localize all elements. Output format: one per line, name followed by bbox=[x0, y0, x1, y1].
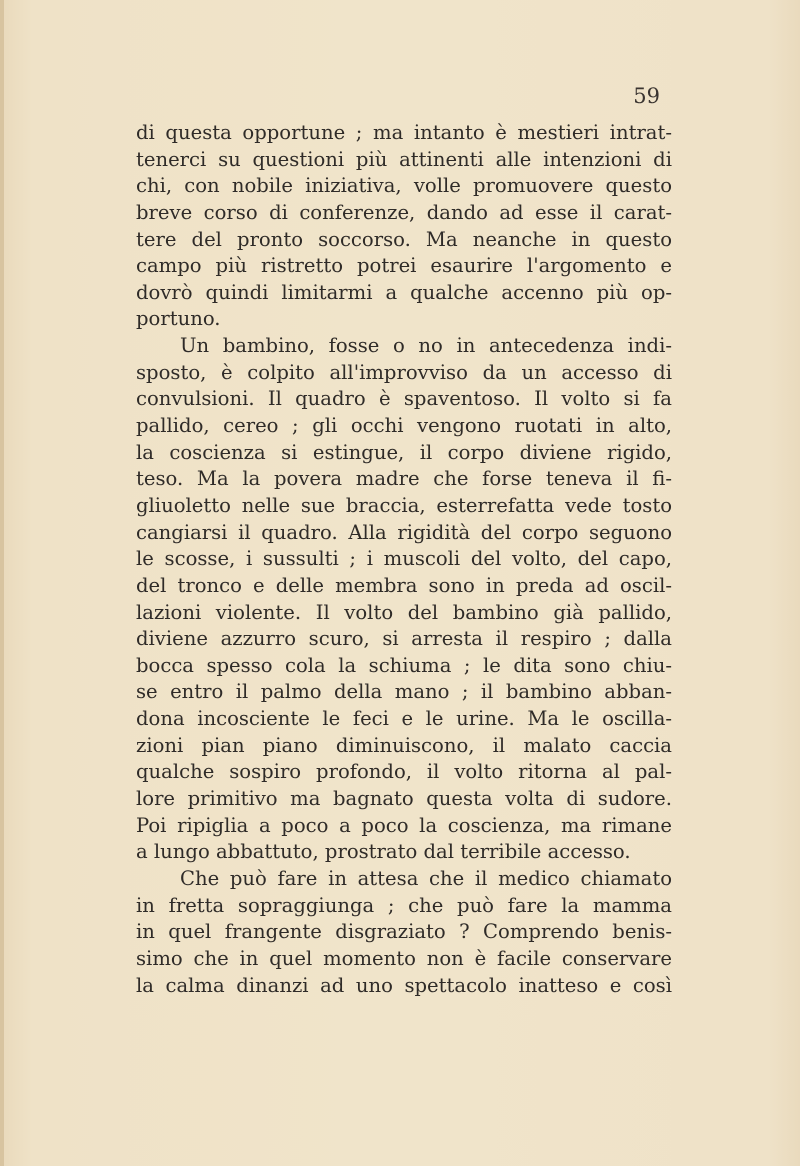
page-gutter-edge bbox=[0, 0, 4, 1166]
text-line: a lungo abbattuto, prostrato dal terribile accesso. bbox=[136, 840, 631, 864]
text-line: cangiarsi il quadro. Alla rigidità del corpo seguono bbox=[136, 520, 672, 544]
page-number: 59 bbox=[633, 84, 660, 108]
text-line: teso. Ma la povera madre che forse teneva il fi- bbox=[136, 467, 672, 491]
text-line: breve corso di conferenze, dando ad esse il carat- bbox=[136, 200, 672, 224]
text-line: simo che in quel momento non è facile conservare bbox=[136, 946, 672, 970]
text-line: in fretta sopraggiunga ; che può fare la mamma bbox=[136, 893, 672, 917]
text-line: sposto, è colpito all'improvviso da un accesso di bbox=[136, 360, 672, 384]
text-line: portuno. bbox=[136, 307, 221, 331]
text-line: tenerci su questioni più attinenti alle intenzioni di bbox=[136, 147, 672, 171]
text-line: la calma dinanzi ad uno spettacolo inatteso e così bbox=[136, 973, 672, 997]
text-line: chi, con nobile iniziativa, volle promuovere questo bbox=[136, 174, 672, 198]
text-line: dona incosciente le feci e le urine. Ma le oscilla- bbox=[136, 707, 672, 731]
text-line: lazioni violente. Il volto del bambino già pallido, bbox=[136, 600, 672, 624]
text-line: le scosse, i sussulti ; i muscoli del volto, del capo, bbox=[136, 547, 672, 571]
text-line: campo più ristretto potrei esaurire l'argomento e bbox=[136, 254, 672, 278]
text-line: gliuoletto nelle sue braccia, esterrefatta vede tosto bbox=[136, 493, 672, 517]
text-line: la coscienza si estingue, il corpo diviene rigido, bbox=[136, 440, 672, 464]
text-line: convulsioni. Il quadro è spaventoso. Il volto si fa bbox=[136, 387, 672, 411]
text-line: Un bambino, fosse o no in antecedenza indi- bbox=[180, 334, 672, 358]
body-text bbox=[136, 120, 672, 999]
text-line: lore primitivo ma bagnato questa volta di sudore. bbox=[136, 787, 672, 811]
text-line: in quel frangente disgraziato ? Comprendo benis- bbox=[136, 920, 672, 944]
text-line: tere del pronto soccorso. Ma neanche in questo bbox=[136, 227, 672, 251]
text-line: pallido, cereo ; gli occhi vengono ruotati in alto, bbox=[136, 414, 672, 438]
text-line: del tronco e delle membra sono in preda ad oscil- bbox=[136, 573, 672, 597]
text-line: diviene azzurro scuro, si arresta il respiro ; dalla bbox=[136, 627, 672, 651]
text-line: se entro il palmo della mano ; il bambino abban- bbox=[136, 680, 672, 704]
text-line: Che può fare in attesa che il medico chiamato bbox=[180, 866, 672, 890]
text-line: zioni pian piano diminuiscono, il malato caccia bbox=[136, 733, 672, 757]
text-line: dovrò quindi limitarmi a qualche accenno più op- bbox=[136, 280, 672, 304]
text-line: qualche sospiro profondo, il volto ritorna al pal- bbox=[136, 760, 672, 784]
text-line: di questa opportune ; ma intanto è mestieri intrat- bbox=[136, 121, 672, 144]
text-line: bocca spesso cola la schiuma ; le dita sono chiu- bbox=[136, 653, 672, 677]
text-line: Poi ripiglia a poco a poco la coscienza, ma rimane bbox=[136, 813, 672, 837]
